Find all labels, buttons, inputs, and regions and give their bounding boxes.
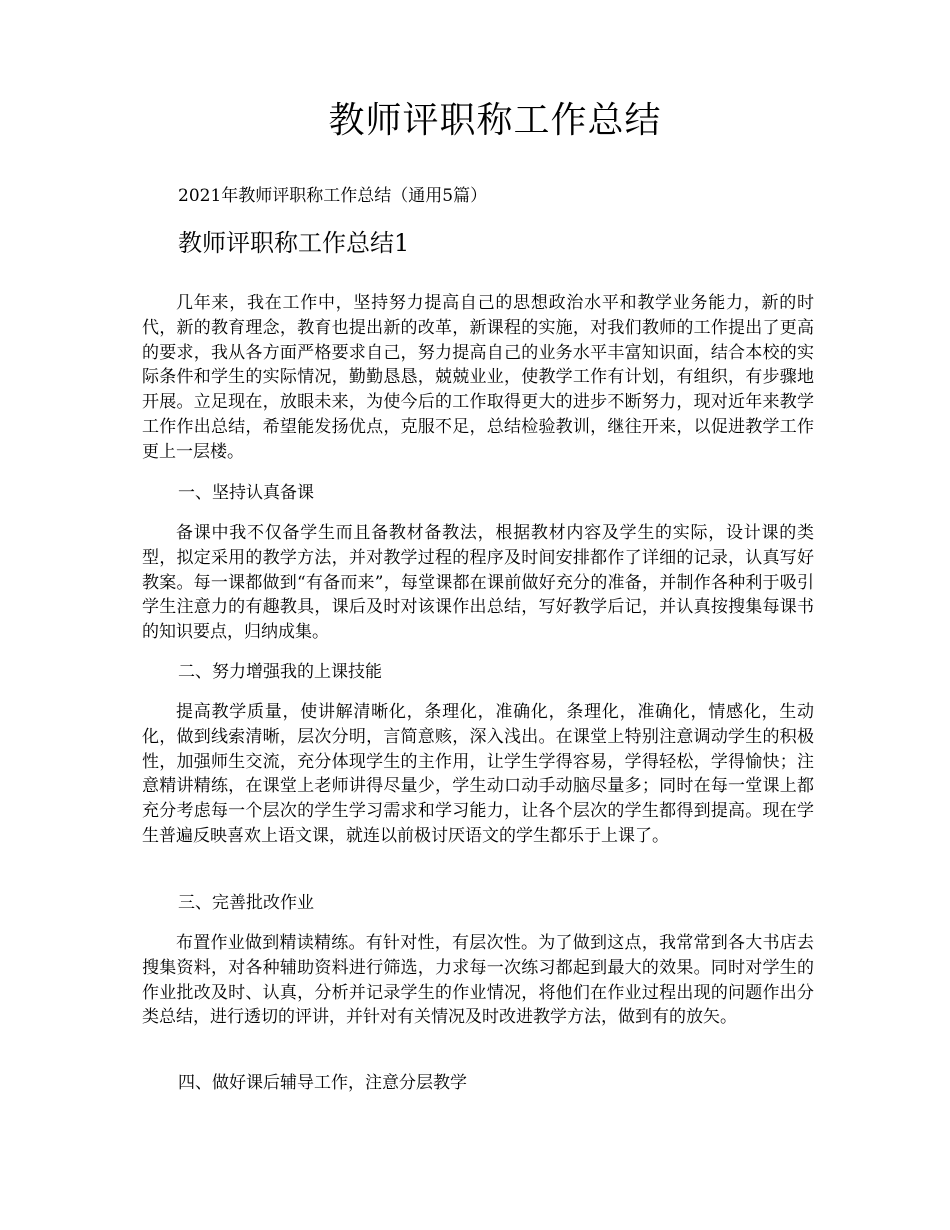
- document-subtitle: 2021年教师评职称工作总结（通用5篇）: [178, 186, 488, 206]
- paragraph-lesson-prep: 备课中我不仅备学生而且备教材备教法，根据教材内容及学生的实际，设计课的类型，拟定采用的教学方法，并对教学过程的程序及时间安排都作了详细的记录，认真写好教案。每一课都做到“有备而来”，每堂课都在课前做好充分的准备，并制作各种利于吸引学生注意力的有趣教具，课后及时对该课作出总结，写好教学后记，并认真按搜集每课书的知识要点，归纳成集。: [142, 523, 814, 643]
- subheading-3: 三、完善批改作业: [178, 893, 314, 913]
- subheading-1: 一、坚持认真备课: [178, 483, 314, 503]
- subheading-2: 二、努力增强我的上课技能: [178, 662, 382, 682]
- document-title: 教师评职称工作总结: [328, 100, 662, 141]
- subheading-4: 四、做好课后辅导工作，注意分层教学: [178, 1073, 467, 1093]
- paragraph-teaching-skills: 提高教学质量，使讲解清晰化，条理化，准确化，条理化，准确化，情感化，生动化，做到线索清晰，层次分明，言简意赅，深入浅出。在课堂上特别注意调动学生的积极性，加强师生交流，充分体现学生的主作用，让学生学得容易，学得轻松，学得愉快；注意精讲精练，在课堂上老师讲得尽量少，学生动口动手动脑尽量多；同时在每一堂课上都充分考虑每一个层次的学生学习需求和学习能力，让各个层次的学生都得到提高。现在学生普遍反映喜欢上语文课，就连以前极讨厌语文的学生都乐于上课了。: [142, 702, 814, 846]
- paragraph-homework: 布置作业做到精读精练。有针对性，有层次性。为了做到这点，我常常到各大书店去搜集资料，对各种辅助资料进行筛选，力求每一次练习都起到最大的效果。同时对学生的作业批改及时、认真，分析并记录学生的作业情况，将他们在作业过程出现的问题作出分类总结，进行透切的评讲，并针对有关情况及时改进教学方法，做到有的放矢。: [142, 933, 814, 1028]
- section-heading: 教师评职称工作总结1: [178, 229, 410, 257]
- paragraph-intro: 几年来，我在工作中，坚持努力提高自己的思想政治水平和教学业务能力，新的时代，新的教育理念，教育也提出新的改革，新课程的实施，对我们教师的工作提出了更高的要求，我从各方面严格要求自己，努力提高自己的业务水平丰富知识面，结合本校的实际条件和学生的实际情况，勤勤恳恳，兢兢业业，使教学工作有计划，有组织，有步骤地开展。立足现在，放眼未来，为使今后的工作取得更大的进步不断努力，现对近年来教学工作作出总结，希望能发扬优点，克服不足，总结检验教训，继往开来，以促进教学工作更上一层楼。: [142, 293, 814, 462]
